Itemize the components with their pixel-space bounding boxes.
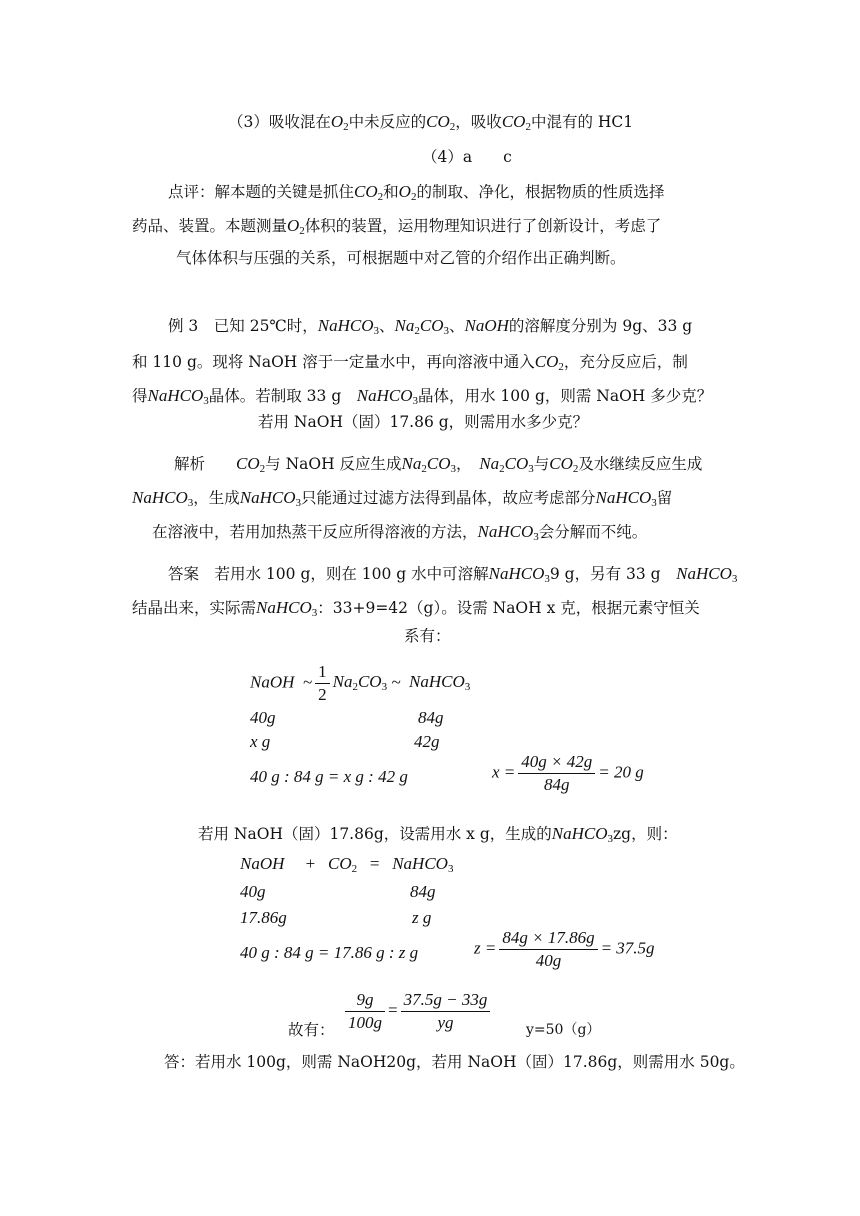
answer-line-1 (168, 562, 737, 591)
conclusion: 答：若用水 100g，则需 NaOH20g，若用 NaOH（固）17.86g，则需用水 50g。 (164, 1053, 745, 1071)
text: 只能通过过滤方法得到晶体，故应考虑部分 (300, 489, 596, 507)
formula-co2: $CO_2$ (426, 112, 456, 133)
formula-co2: $CO_2$ (236, 454, 266, 475)
formula-na2co3: $Na_2CO_3$ (332, 672, 388, 694)
formula-co2: $CO_2$ (501, 112, 531, 133)
answer-line-2 (132, 596, 700, 625)
text: 例 3 已知 25℃时， (168, 317, 318, 335)
fraction-half: $\frac{1}{2}$ (315, 662, 330, 705)
text: 的制取、净化，根据物质的性质选择 (416, 183, 665, 201)
analysis-line-3 (152, 520, 647, 549)
formula-naoh: NaOH (250, 672, 295, 692)
calc2-row1-a: 40g (240, 882, 266, 901)
final-y-result: y=50（g） (526, 1022, 601, 1038)
example-line-3 (132, 384, 712, 413)
review-line-4: （4）a c (422, 148, 512, 166)
text: ，生成 (193, 489, 240, 507)
analysis-label: 解析 (174, 455, 206, 473)
calc1-x-solution: x = $\frac{40g \times 42g}{84g}$ = 20 g (492, 752, 644, 794)
formula-nahco3: NaHCO$_3$ (147, 386, 209, 407)
analysis-line-1 (174, 452, 702, 481)
calc1-row1-a: 40g (250, 708, 276, 727)
text: 答案 若用水 100 g，则在 100 g 水中可溶解 (168, 565, 489, 583)
text: 、 (449, 317, 465, 335)
calc2-row2-a: 17.86g (240, 908, 287, 927)
calc2-z-solution: z = $\frac{84g \times 17.86g}{40g}$ = 37.5g (474, 928, 655, 970)
calc2-equation: NaOH + $CO_2$ = NaHCO$_3$ (240, 854, 454, 875)
text: 得 (132, 387, 148, 405)
formula-nahco3: NaHCO$_3$ (317, 316, 380, 337)
calc1-relation (250, 662, 470, 705)
formula-nahco3: NaHCO$_3$ (595, 488, 657, 509)
formula-na2co3: $Na_2CO_3$ (394, 316, 449, 337)
text: 和 (383, 183, 399, 201)
text: ：33+9=42（g）。设需 NaOH x 克，根据元素守恒关 (317, 599, 700, 617)
text: 在溶液中，若用加热蒸干反应所得溶液的方法， (152, 523, 478, 541)
fraction-9-100: $\frac{9g}{100g}$ (345, 990, 385, 1033)
formula-na2co3: $Na_2CO_3$ (401, 454, 457, 475)
formula-o2: $O_2$ (287, 216, 305, 237)
formula-nahco3: NaHCO$_3$ (676, 564, 738, 585)
text: 留 (656, 489, 673, 507)
final-equation: $\frac{9g}{100g}$ = $\frac{37.5g - 33g}{yg}$ (342, 990, 493, 1033)
text: 晶体，用水 100 g，则需 NaOH 多少克？ (418, 387, 713, 405)
comment-line-1 (168, 180, 664, 209)
text: 及水继续反应生成 (578, 455, 703, 473)
formula-co2: $CO_2$ (549, 454, 579, 475)
text: 点评：解本题的关键是抓住 (168, 183, 355, 201)
final-label: 故有： (288, 1021, 335, 1039)
tilde: ~ (391, 672, 401, 692)
text: 会分解而不纯。 (538, 523, 648, 541)
formula-nahco3: NaHCO$_3$ (409, 672, 471, 694)
calc2-row1-b: 84g (410, 882, 436, 901)
formula-o2: $O_2$ (330, 112, 349, 133)
text: zg，则： (613, 825, 678, 843)
formula-naoh: NaOH (464, 316, 509, 335)
example-line-1 (168, 314, 692, 343)
comment-line-3: 气体体积与压强的关系，可根据题中对乙管的介绍作出正确判断。 (176, 249, 626, 267)
calc1-row2-b: 42g (414, 732, 440, 751)
calc1-row2-a: x g (250, 732, 271, 751)
fraction-z: $\frac{84g \times 17.86g}{40g}$ (499, 928, 597, 971)
formula-nahco3: NaHCO$_3$ (477, 522, 539, 543)
text: （3）吸收混在 (228, 113, 331, 131)
text: ， (456, 455, 464, 473)
formula-nahco3: NaHCO$_3$ (551, 824, 614, 845)
calc2-ratio: 40 g : 84 g = 17.86 g : z g (240, 943, 419, 962)
tilde: ~ (302, 672, 313, 692)
text: ，吸收 (455, 113, 502, 131)
formula-na2co3: $Na_2CO_3$ (479, 454, 534, 475)
formula-nahco3: NaHCO$_3$ (132, 488, 194, 509)
formula-co2: $CO_2$ (534, 352, 564, 373)
text: 、 (379, 317, 395, 335)
text: 中未反应的 (348, 113, 427, 131)
text: 和 110 g。现将 NaOH 溶于一定量水中，再向溶液中通入 (132, 353, 535, 371)
formula-nahco3: NaHCO$_3$ (356, 386, 418, 407)
formula-nahco3: NaHCO$_3$ (256, 598, 318, 619)
formula-co2: $CO_2$ (354, 182, 384, 203)
text: 若用 NaOH（固）17.86g，设需用水 x g，生成的 (198, 825, 552, 843)
text: 9 g，另有 33 g (549, 565, 661, 583)
text: 结晶出来，实际需 (132, 599, 257, 617)
part2-line (198, 822, 678, 851)
text: 晶体。若制取 33 g (208, 387, 342, 405)
text: 的溶解度分别为 9g、33 g (508, 317, 693, 335)
fraction-x: $\frac{40g \times 42g}{84g}$ (518, 752, 595, 795)
text: 中混有的 HC1 (530, 113, 634, 131)
example-line-2 (132, 350, 688, 379)
formula-nahco3: NaHCO$_3$ (488, 564, 550, 585)
text: ，充分反应后，制 (563, 353, 688, 371)
text: 药品、装置。本题测量 (132, 217, 288, 235)
answer-line-3: 系有： (404, 627, 451, 645)
review-line-3 (228, 110, 633, 139)
calc1-row1-b: 84g (418, 708, 444, 727)
comment-line-2 (132, 214, 661, 243)
analysis-line-2 (132, 486, 672, 515)
text: 与 NaOH 反应生成 (265, 455, 402, 473)
text: 体积的装置，运用物理知识进行了创新设计，考虑了 (304, 217, 662, 235)
example-line-4: 若用 NaOH（固）17.86 g，则需用水多少克？ (258, 413, 589, 431)
formula-o2: $O_2$ (398, 182, 417, 203)
calc1-ratio: 40 g : 84 g = x g : 42 g (250, 767, 408, 786)
text: 与 (533, 455, 550, 473)
fraction-y: $\frac{37.5g - 33g}{yg}$ (401, 990, 491, 1033)
calc2-row2-b: z g (412, 908, 432, 927)
formula-nahco3: NaHCO$_3$ (239, 488, 301, 509)
